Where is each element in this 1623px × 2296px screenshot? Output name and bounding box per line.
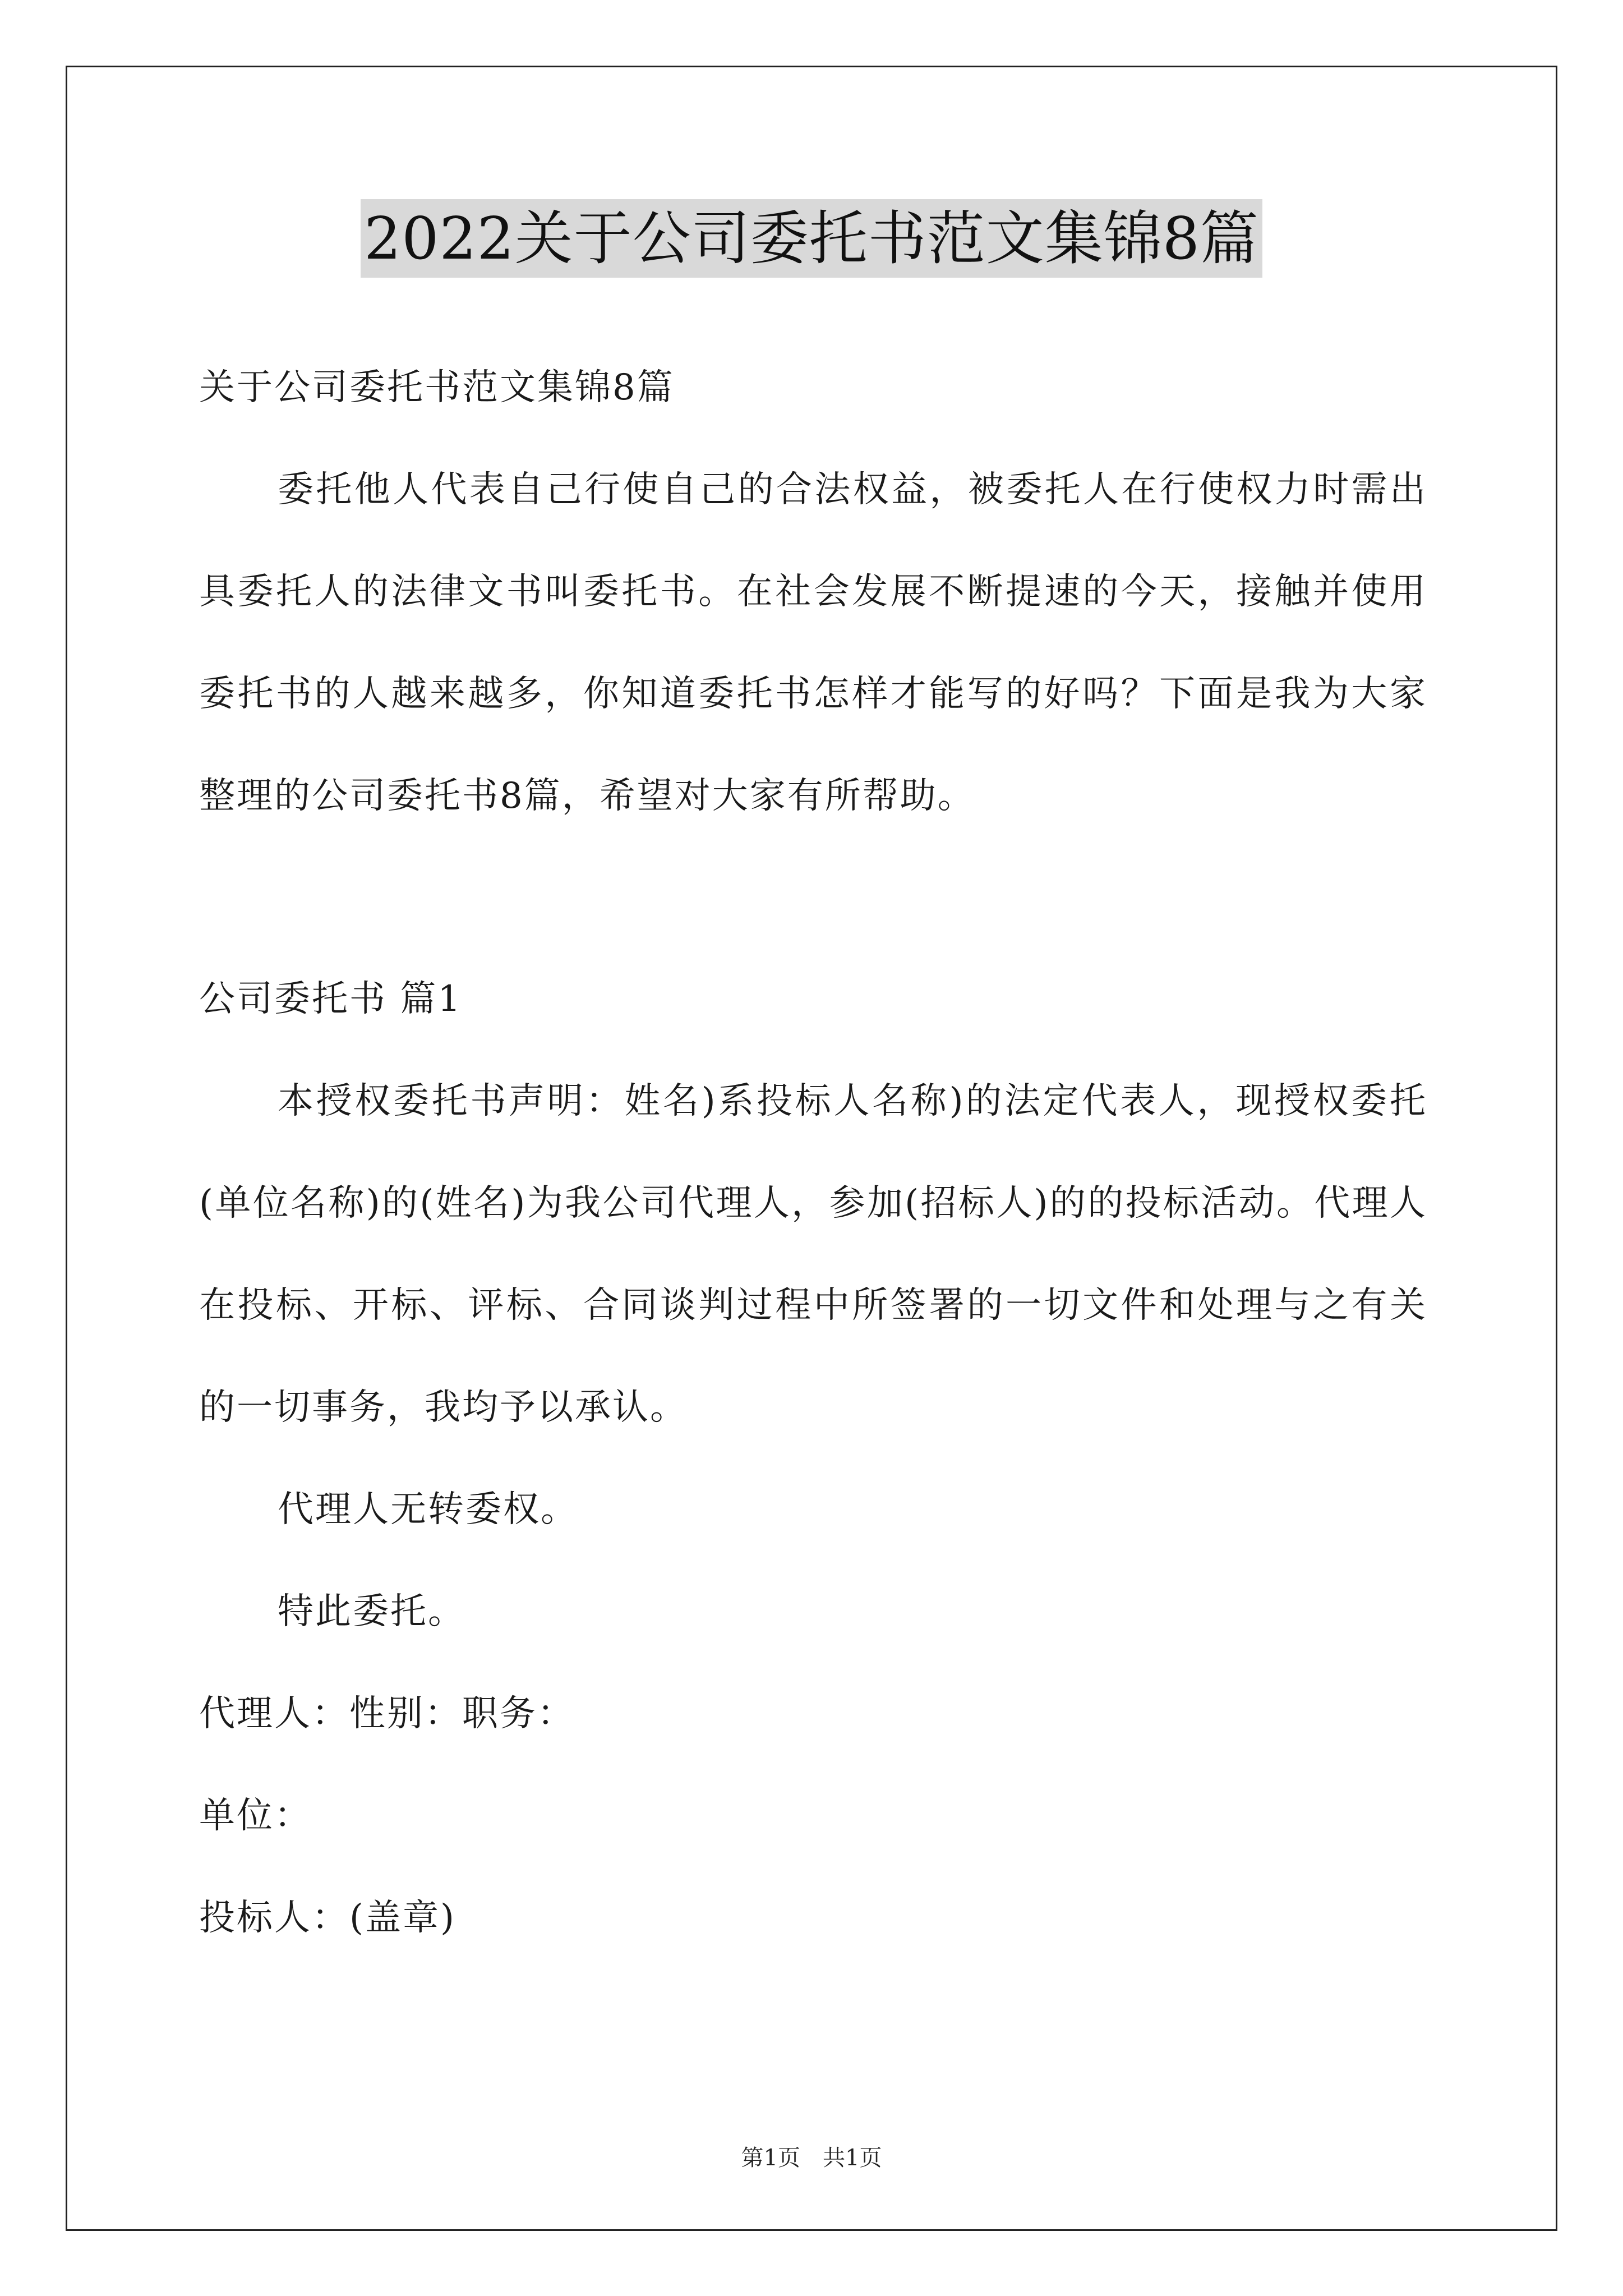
document-body	[199, 337, 1427, 1969]
body-paragraph-2: 代理人无转委权。	[278, 1489, 578, 1530]
section-spacer	[199, 847, 1427, 948]
document-title: 2022关于公司委托书范文集锦8篇	[361, 199, 1262, 278]
agent-field-line: 代理人：性别：职务：	[199, 1693, 575, 1734]
body-paragraph-3: 特此委托。	[278, 1591, 465, 1632]
bidder-field-line: 投标人：(盖章)	[199, 1897, 456, 1939]
page-number-footer: 第1页 共1页	[741, 2145, 882, 2171]
unit-field-line: 单位：	[199, 1795, 312, 1837]
section-heading: 公司委托书 篇1	[199, 978, 463, 1020]
title-container	[0, 199, 1623, 278]
intro-paragraph: 委托他人代表自己行使自己的合法权益，被委托人在行使权力时需出具委托人的法律文书叫委托书。在社会发展不断提速的今天，接触并使用委托书的人越来越多，你知道委托书怎样才能写的好吗？下面是我为大家整理的公司委托书8篇，希望对大家有所帮助。	[199, 469, 1427, 817]
body-paragraph-1: 本授权委托书声明：姓名)系投标人名称)的法定代表人，现授权委托(单位名称)的(姓名)为我公司代理人，参加(招标人)的的投标活动。代理人在投标、开标、评标、合同谈判过程中所签署的一切文件和处理与之有关的一切事务，我均予以承认。	[199, 1080, 1427, 1428]
document-subtitle: 关于公司委托书范文集锦8篇	[199, 367, 675, 408]
